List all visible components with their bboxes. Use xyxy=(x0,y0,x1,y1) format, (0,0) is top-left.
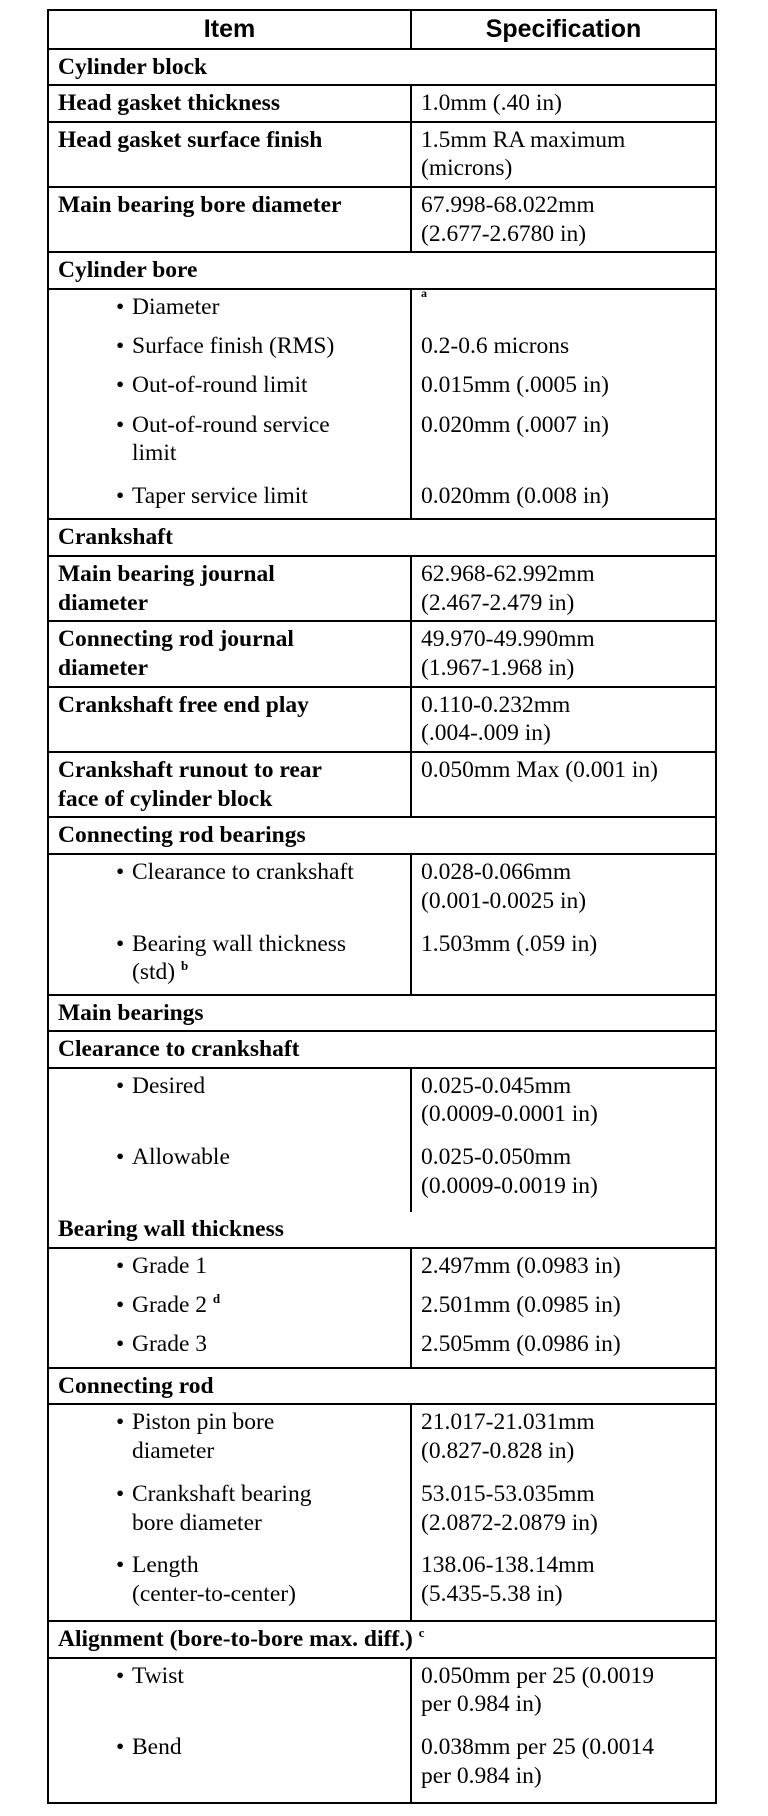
column-header-specification: Specification xyxy=(411,10,716,49)
spec-cell: 2.505mm (0.0986 in) xyxy=(411,1327,716,1367)
table-row xyxy=(48,1658,716,1731)
item-cell: • Out-of-round limit xyxy=(48,368,411,407)
table-row xyxy=(48,1288,716,1327)
spec-cell: 0.020mm (0.008 in) xyxy=(411,479,716,519)
footnote-marker: a xyxy=(421,286,427,301)
table-row xyxy=(48,1068,716,1141)
table-row xyxy=(48,621,716,686)
spec-cell: 0.015mm (.0005 in) xyxy=(411,368,716,407)
spec-cell: 53.015-53.035mm (2.0872-2.0879 in) xyxy=(411,1477,716,1548)
section-title: Connecting rod bearings xyxy=(48,817,716,854)
spec-cell xyxy=(411,122,716,187)
spec-cell: 0.050mm per 25 (0.0019 per 0.984 in) xyxy=(411,1658,716,1731)
item-cell: Head gasket thickness xyxy=(48,85,411,122)
section-title: Connecting rod xyxy=(48,1368,716,1405)
table-row xyxy=(48,1477,716,1548)
table-row xyxy=(48,85,716,122)
specification-table xyxy=(47,9,717,1804)
table-row xyxy=(48,1248,716,1288)
item-cell: • Clearance to crankshaft xyxy=(48,854,411,927)
subsection-clearance xyxy=(48,1031,716,1068)
spec-cell: 1.0mm (.40 in) xyxy=(411,85,716,122)
table-row xyxy=(48,1548,716,1621)
spec-cell xyxy=(411,286,716,329)
table-row xyxy=(48,556,716,621)
item-cell: • Grade 2 $^d$ xyxy=(48,1288,411,1327)
spec-cell: 2.497mm (0.0983 in) xyxy=(411,1248,716,1288)
subsection-title: Clearance to crankshaft xyxy=(48,1031,716,1068)
item-cell: • Grade 1 xyxy=(48,1248,411,1288)
item-cell: Connecting rod journal diameter xyxy=(48,621,411,686)
spec-cell: 0.028-0.066mm (0.001-0.0025 in) xyxy=(411,854,716,927)
table-row xyxy=(48,1327,716,1367)
item-cell: • Taper service limit xyxy=(48,479,411,519)
item-cell: • Desired xyxy=(48,1068,411,1141)
section-alignment xyxy=(48,1621,716,1658)
table-row xyxy=(48,1730,716,1803)
spec-line: 1.5mm RA maximum xyxy=(421,126,626,153)
item-cell: • Piston pin bore diameter xyxy=(48,1404,411,1477)
spec-cell: 0.020mm (.0007 in) xyxy=(411,408,716,479)
table-header xyxy=(48,10,716,49)
spec-cell: 0.025-0.050mm (0.0009-0.0019 in) xyxy=(411,1140,716,1211)
item-cell: • Grade 3 xyxy=(48,1327,411,1367)
item-cell: • Allowable xyxy=(48,1140,411,1211)
item-cell: Crankshaft runout to rear face of cylinder block xyxy=(48,752,411,817)
item-cell: • Out-of-round service limit xyxy=(48,408,411,479)
table-row xyxy=(48,927,716,995)
section-title: Cylinder block xyxy=(48,49,716,86)
section-connecting-rod-bearings xyxy=(48,817,716,854)
table-row xyxy=(48,752,716,817)
section-crankshaft xyxy=(48,519,716,556)
section-cylinder-block xyxy=(48,49,716,86)
table-row xyxy=(48,408,716,479)
section-cylinder-bore xyxy=(48,252,716,289)
item-cell: • Crankshaft bearing bore diameter xyxy=(48,1477,411,1548)
table-row xyxy=(48,122,716,187)
footnote-marker: c xyxy=(418,1625,425,1641)
table-row xyxy=(48,1404,716,1477)
section-title: Main bearings xyxy=(48,995,716,1032)
spec-cell: 138.06-138.14mm (5.435-5.38 in) xyxy=(411,1548,716,1621)
spec-cell: 0.025-0.045mm (0.0009-0.0001 in) xyxy=(411,1068,716,1141)
table-row xyxy=(48,329,716,368)
item-cell: • Length (center-to-center) xyxy=(48,1548,411,1621)
spec-line: (microns) xyxy=(421,155,513,182)
spec-cell: 1.503mm (.059 in) xyxy=(411,927,716,995)
section-title: Cylinder bore xyxy=(48,252,716,289)
spec-cell: 0.038mm per 25 (0.0014 per 0.984 in) xyxy=(411,1730,716,1803)
spec-cell: 0.2-0.6 microns xyxy=(411,329,716,368)
table-row xyxy=(48,479,716,519)
section-main-bearings xyxy=(48,995,716,1032)
spec-cell: 49.970-49.990mm (1.967-1.968 in) xyxy=(411,621,716,686)
subsection-title: Bearing wall thickness xyxy=(48,1212,716,1248)
table-row xyxy=(48,687,716,752)
spec-cell: 62.968-62.992mm (2.467-2.479 in) xyxy=(411,556,716,621)
spec-cell: 0.110-0.232mm (.004-.009 in) xyxy=(411,687,716,752)
table-row xyxy=(48,1140,716,1211)
spec-line: (2.677-2.6780 in) xyxy=(421,220,587,247)
item-cell: Main bearing bore diameter xyxy=(48,187,411,252)
section-title: Crankshaft xyxy=(48,519,716,556)
table-row xyxy=(48,854,716,927)
footnote-marker: b xyxy=(180,958,189,974)
item-cell: Crankshaft free end play xyxy=(48,687,411,752)
item-cell: • Bearing wall thickness (std) $^b$ xyxy=(48,927,411,995)
footnote-marker: d xyxy=(212,1291,221,1307)
item-cell: Main bearing journal diameter xyxy=(48,556,411,621)
item-cell: Head gasket surface finish xyxy=(48,122,411,187)
section-title: Alignment (bore-to-bore max. diff.) $^c$ xyxy=(48,1621,716,1658)
spec-cell xyxy=(411,187,716,252)
column-header-item: Item xyxy=(48,10,411,49)
spec-cell: 21.017-21.031mm (0.827-0.828 in) xyxy=(411,1404,716,1477)
spec-cell: 2.501mm (0.0985 in) xyxy=(411,1288,716,1327)
item-cell: • Surface finish (RMS) xyxy=(48,329,411,368)
subsection-wall-thickness xyxy=(48,1212,716,1248)
item-cell: • Diameter xyxy=(48,289,411,329)
table-row xyxy=(48,368,716,407)
spec-line: 67.998-68.022mm xyxy=(421,192,595,219)
table-row xyxy=(48,289,716,329)
spec-cell: 0.050mm Max (0.001 in) xyxy=(411,752,716,817)
item-cell: • Bend xyxy=(48,1730,411,1803)
section-connecting-rod xyxy=(48,1368,716,1405)
item-cell: • Twist xyxy=(48,1658,411,1731)
table-row xyxy=(48,187,716,252)
